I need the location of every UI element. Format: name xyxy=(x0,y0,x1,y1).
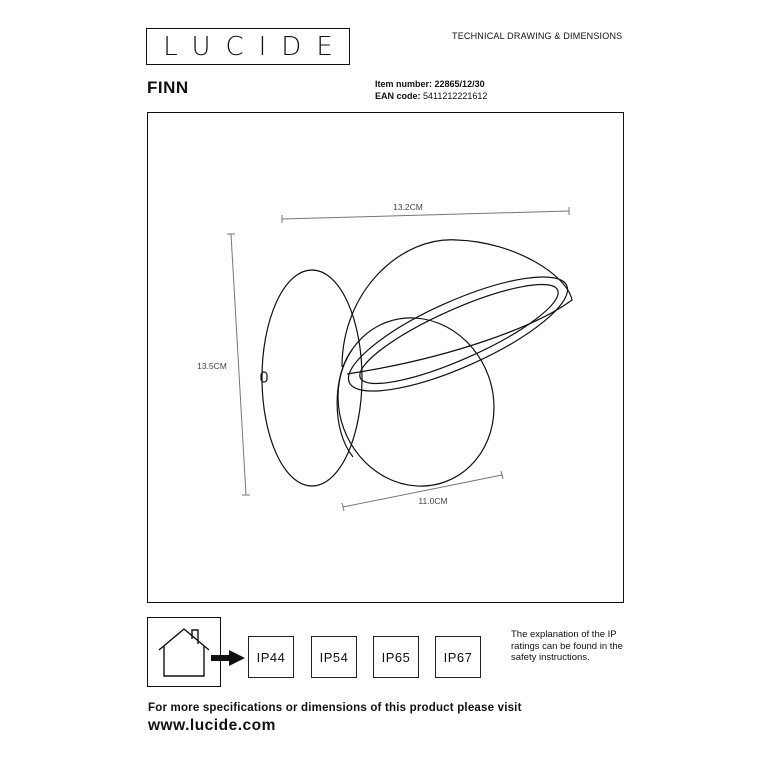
ip-rating-badge: IP67 xyxy=(435,636,481,678)
arrow-icon xyxy=(211,650,245,666)
product-name: FINN xyxy=(147,78,189,97)
wall-plate xyxy=(262,270,362,486)
ean-code-value: 5411212221612 xyxy=(423,91,488,101)
head-rim-inner xyxy=(350,267,568,401)
ip-rating-badge: IP54 xyxy=(311,636,357,678)
dimension-label-height: 13.5CM xyxy=(197,361,227,371)
item-number-line xyxy=(375,79,485,89)
ip-rating-badge: IP65 xyxy=(373,636,419,678)
house-icon xyxy=(147,617,257,687)
body-back-edge xyxy=(337,350,353,457)
ean-code-line xyxy=(375,91,487,101)
ip-rating-badge: IP44 xyxy=(248,636,294,678)
item-number-label: Item number: xyxy=(375,79,433,89)
item-number-value: 22865/12/30 xyxy=(434,79,485,89)
dimension-label-depth: 11.0CM xyxy=(418,496,448,506)
dimension-label-width: 13.2CM xyxy=(393,202,423,212)
dimension-line-height xyxy=(231,234,246,495)
brand-logo: LUCIDE xyxy=(163,31,348,62)
ean-code-label: EAN code: xyxy=(375,91,421,101)
header-caption: TECHNICAL DRAWING & DIMENSIONS xyxy=(452,31,623,41)
website-link[interactable]: www.lucide.com xyxy=(148,717,276,734)
footer-text: For more specifications or dimensions of this product please visit xyxy=(148,702,522,714)
ip-explanation-note: The explanation of the IP ratings can be found in the safety instructions. xyxy=(511,629,623,663)
technical-drawing xyxy=(147,112,624,603)
dimension-line-width xyxy=(282,211,569,219)
